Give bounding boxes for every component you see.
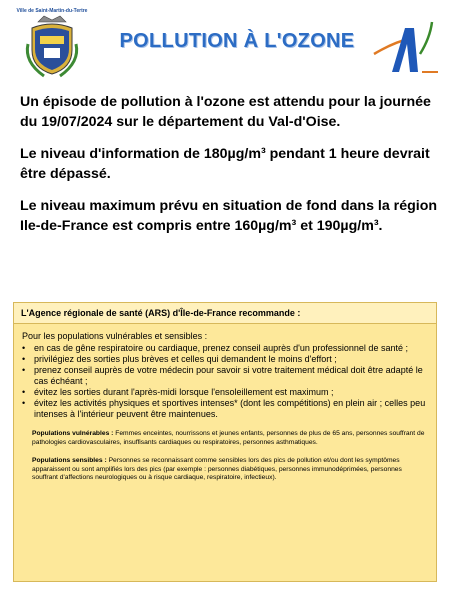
list-item: • privilégiez des sorties plus brèves et celles qui demandent le moins d'effort ; [22,354,337,364]
vulnerable-label: Populations vulnérables : [32,430,114,437]
list-item: • évitez les sorties durant l'après-midi lorsque l'ensoleillement est maximum ; [22,387,334,397]
bullet-icon: • [22,354,26,364]
page-title: POLLUTION À L'OZONE [119,30,355,52]
bullet-icon: • [22,387,26,397]
sensitive-label: Populations sensibles : [32,457,107,465]
town-name: Ville de Saint-Martin-du-Tertre [16,8,88,14]
episode-paragraph: Un épisode de pollution à l'ozone est attendu pour la journée du 19/07/2024 sur le département du Val-d'Oise. [20,94,431,130]
bullet-icon: • [22,343,26,353]
bullet-icon: • [22,365,26,375]
information-level-paragraph: Le niveau d'information de 180µg/m³ pendant 1 heure devrait être dépassé. [20,146,430,182]
list-item: • prenez conseil auprès de votre médecin pour savoir si votre traitement médical doit être adapté le cas échéant ; [22,365,423,386]
header [0,0,450,90]
sensitive-text: Personnes se reconnaissant comme sensibles lors des pics de pollution et/ou dont les symptômes apparaissent ou sont amplifiés lors des pics (par exemple : personnes diabétiques, personnes immunodéprimées, personnes souffrant d'affections neurologiques ou à risque cardiaque, respiratoire, infectieux). [32,457,402,482]
recommendation-body [14,324,436,483]
vulnerable-text: Femmes enceintes, nourrissons et jeunes enfants, personnes de plus de 65 ans, personnes souffrant de pathologies cardiovasculaires, insuffisants cardiaques ou respiratoires, personnes asthmatiques. [32,430,425,446]
recommendation-title: L'Agence régionale de santé (ARS) d'Île-de-France recommande : [14,303,436,324]
recommendation-box [13,302,437,582]
main-announcement [20,92,440,248]
vulnerable-definition [32,430,428,447]
recommendation-intro: Pour les populations vulnérables et sensibles : [22,331,208,341]
recommendation-list [22,343,428,420]
regional-logo-icon [372,14,440,80]
sensitive-definition [32,457,428,483]
bullet-icon: • [22,398,26,408]
maximum-level-paragraph: Le niveau maximum prévu en situation de fond dans la région Ile-de-France est compris entre 160µg/m³ et 190µg/m³. [20,198,438,234]
list-item: • évitez les activités physiques et sportives intenses* (dont les compétitions) en plein air ; celles peu intenses à l'intérieur peuvent être maintenues. [22,398,426,419]
list-item: • en cas de gêne respiratoire ou cardiaque, prenez conseil auprès d'un professionnel de santé ; [22,343,408,353]
coat-of-arms-icon [22,14,82,78]
